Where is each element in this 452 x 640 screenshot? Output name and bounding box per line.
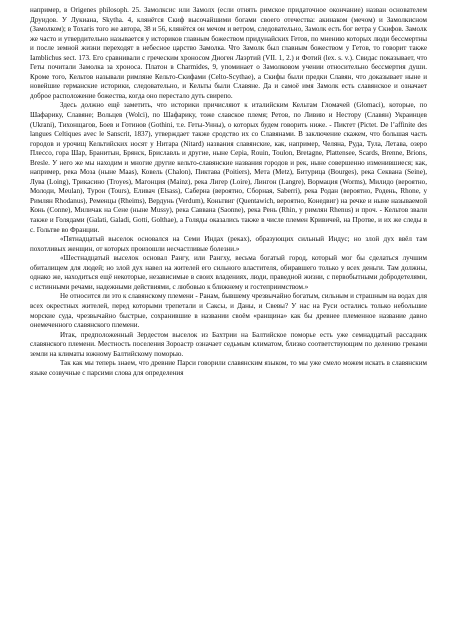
paragraph-5: Не относится ли это к славянскому племени - Ранам, бывшему чрезвычайно богатым, сильным и страшным на водах для всех окрестных жителей, перед которыми трепетали и Саксы, и Даны, и Свевы? У нас на Руси остались только небольшие морские суда, чрезвычайно быстрые, сохранившие в названии своём «ранщина» как бы древнее племенное название давно онемеченного славянского племени. [30,292,427,330]
paragraph-6: Итак, предположенный Зердестом выселок из Бахтрии на Балтийское поморье есть уже семнадцатый рассадник славянского племени. Местность поселения Зороастр означает седьмым климатом, близко соответствующим по делению греками земли на климаты южному Балтийскому поморью. [30,330,427,358]
paragraph-3-quote: «Пятнадцатый выселок основался на Семи Индах (рекax), образующих сильный Индус; но злой дух ввёл там похотливых женщин, от которых произошли несчастливые болезни.» [30,235,427,253]
paragraph-4-quote: «Шестнадцатый выселок основал Рангу, или Рангху, весьма богатый город, который мог бы сделаться лучшим обиталищем для людей; но злой дух навел на жителей его сильного властителя, обиравшего только у всех деньги. Там должны, однако же, находиться ещё некоторые, независимые в своих владениях, люди, праведной жизни, с первобытными добродетелями, с истинными речами, надежными действиями, с любовью к ближнему и гостеприимством.» [30,254,427,291]
paragraph-7: Так как мы теперь знаем, что древние Парси говорили славянским языком, то мы уже смело можем искать в славянским языке созвучные с парсими слова для определения [30,359,427,377]
document-page [30,6,427,634]
paragraph-2: Здесь должно ещё заметить, что историки причисляют к италийским Кельтам Гломачей (Glomaci), которые, по Шафарику, Славяне; Вольцев (Wolci), по Шафарику, тоже славское племя; Ретов, по Ливию и Нестору (Славян) Украинцев (Ukrani), Тихонщагов, Боев и Готинов (Gothini, т.е. Геты-Унны), о которых будем говорить ниже. - Пиктет (Pictet. De l’affinite des langues Celtiques avec le Sanscrit, 1837), утверждает также сродство их со Славянами. В заключение скажем, что большая часть городов и урочищ Кельтийских носят у Нитара (Nitard) названия славянские, как, например, Челяна, Руда, Тула, Летава, озеро Плессо, гора Шар, Бранитын, Брянск, Бриславль и другие, ныне Сepia, Rouin, Toulon, Bretagne, Plattensee, Scards, Brenne, Brions, Bresle. У него же мы находим и многие другие кельто-славянские названия городов и рек, ныне совершенно изменившиеся; как, например, река Моза (ныне Maas), Ковель (Chalon), Пиктава (Poitiers), Мета (Metz), Битурица (Bourges), река Секвана (Seine), Лува (Loing), Трикасино (Troyes), Магонция (Mainz), река Лигер (Loire), Лингон (Langre), Вормация (Worms), Милидо (вероятно, Молоди, Meulan), Турон (Tours), Еливач (Elsass), Саберна (вероятно, Сборная, Saberri), река Родан (вероятно, Родень, Rhone, у Римлян Rhodanus), Ременцы (Rheims), Вердунь (Verdum), Коньтвиг (Quentawich, вероятно, Конедвиг) на речке и ныне называемой Конь (Conne), Миличак на Сене (ныне Mussy), река Саввана (Saonne), река Рень (Rhin, у римлян Rhenus) и проч. - Кельтов звали также и Голядами (Galati, Galadi, Gotti, Golthae), а Голяды оказались также в числе племен Кривичей, на Протве, и их же следы в с. Гольтве во Франции. [30,101,427,234]
paragraph-1: например, в Origenes philosoph. 25. Замолксис или Замолх (если отнять римское придаточное окончание) назван основателем Друидов. У Лукиана, Skytha. 4, клянётся Скиф высочайшими богами своего отечества: акинаком (мечом) и Замолкисном (Замолком); в Toxaris того же автора, 38 и 56, клянётся он мечом и ветром, следовательно, Замолк есть бог ветра у Скифов. Замолк же часто и утвердительно называется у историков главным божеством придунайских Гетов, по мнению которых люди бессмертны и после земной жизни переходят в небесное царство Замолка. Что Замолк был главным божеством у Гетов, то говорит также Iamblichus sect. 173. Его сравнивали с греческим хроносом Диоген Лаэртий (VII. 1, 2.) и Фотий (lex. s. v.). Свидас показывает, что Геты почитали Замолка за хроноса. Платон в Charmides, 9, упоминает о Замолковом учении относительно бессмертия души. Кроме того, Кельтов называли римляне Кельто-Скифами (Celto-Scythae), а Скифы были предки Славян, что доказывает ныне и новейшие германские историки, следовательно, и Кельты были Славяне. Да и самоё имя Замолк есть славянское и означает доброе расположение божества, когда оно перестало дуть свирепо. [30,6,427,100]
